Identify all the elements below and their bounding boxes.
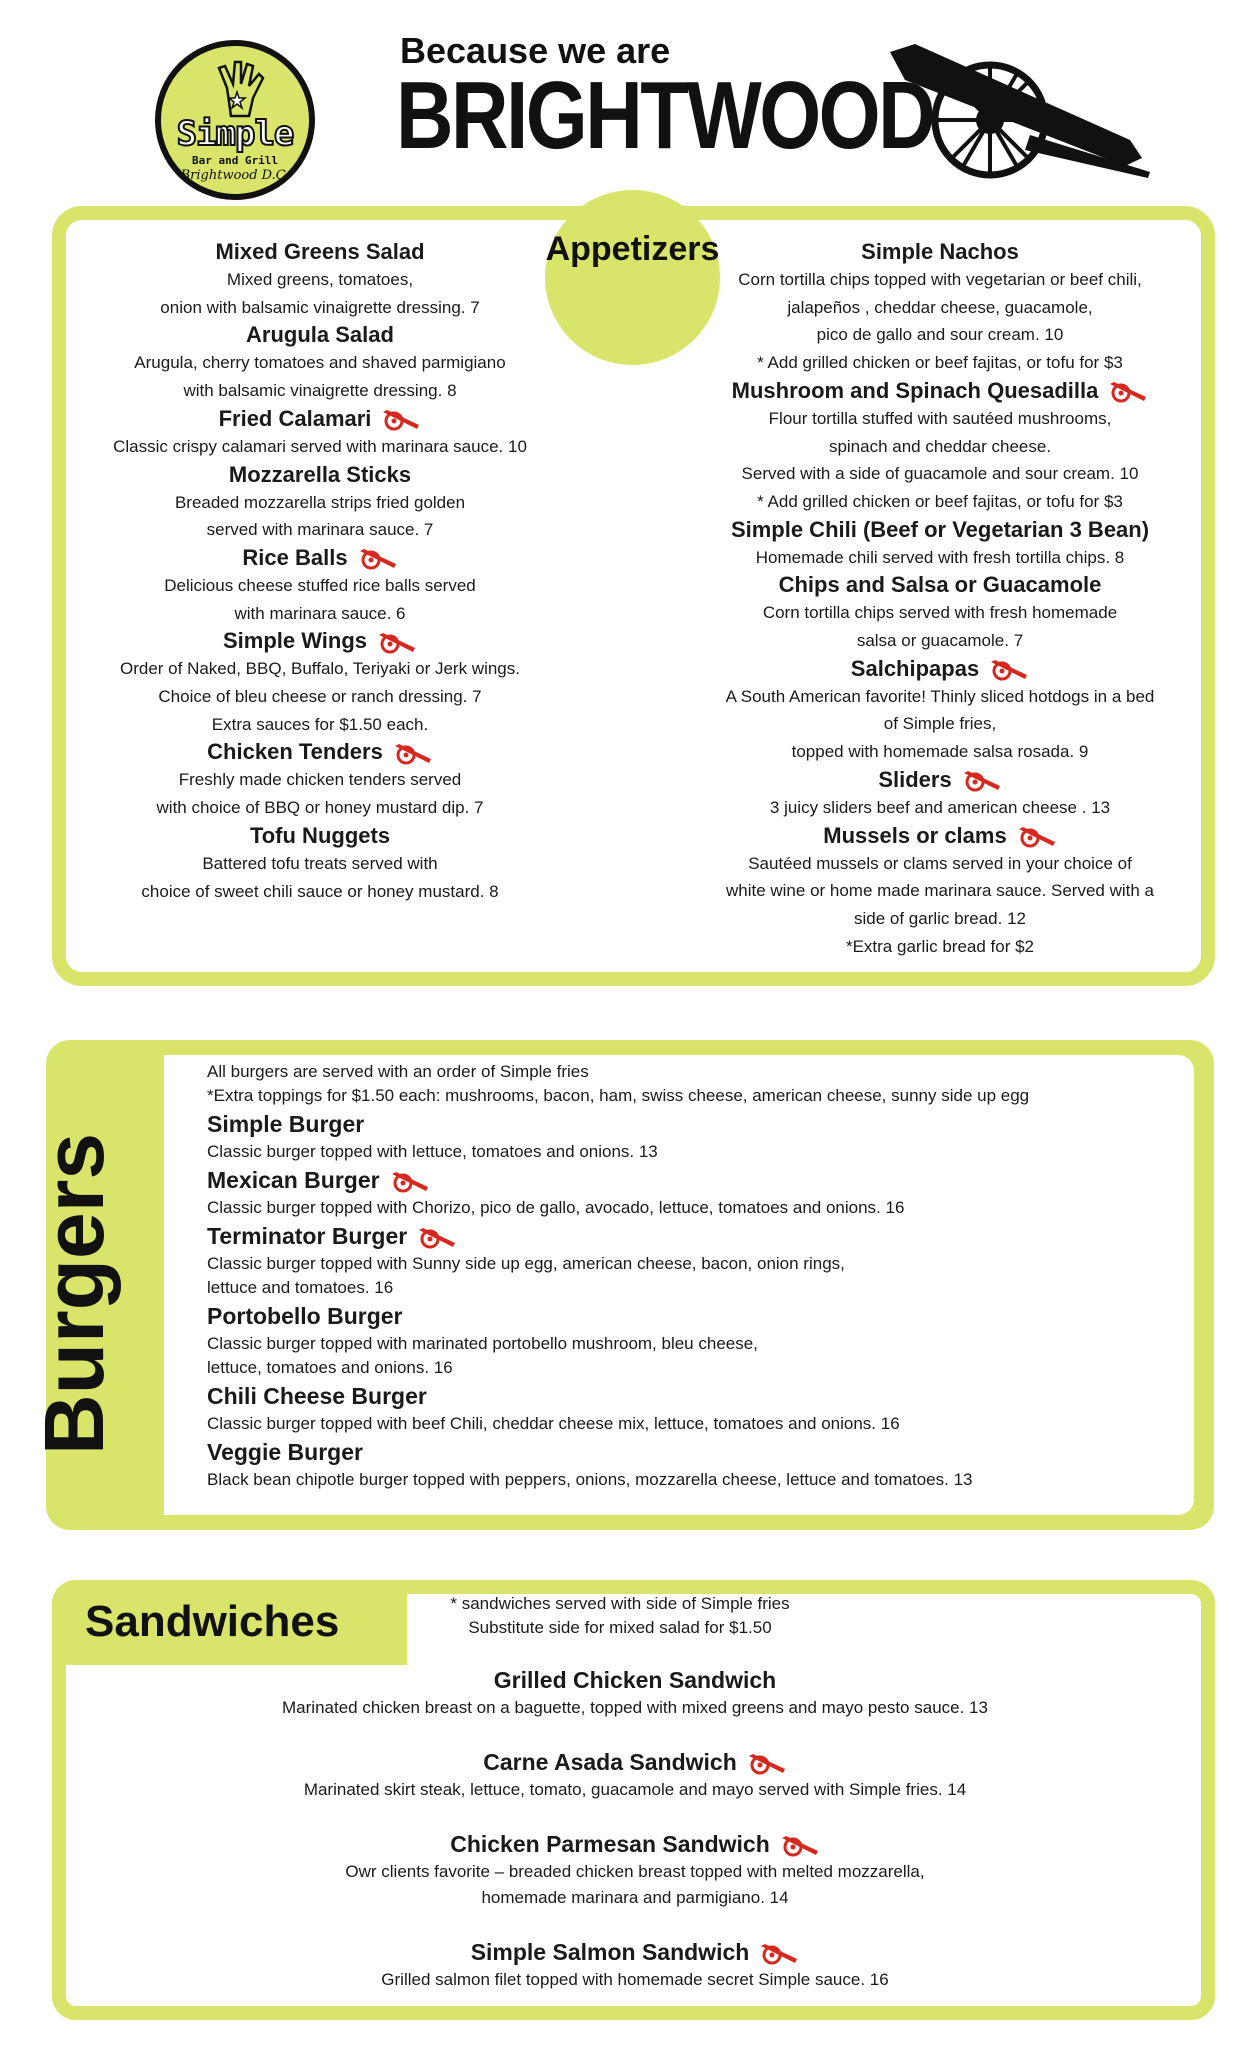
appetizers-right-column xyxy=(705,238,1175,960)
menu-item-name xyxy=(70,1829,1200,1859)
menu-item-description: *Extra garlic bread for $2 xyxy=(845,936,1035,956)
burgers-list xyxy=(207,1060,1197,1492)
menu-item-description: pico de gallo and sour cream. 10 xyxy=(816,325,1064,345)
menu-item xyxy=(85,544,555,627)
burgers-title: Burgers xyxy=(27,1132,121,1455)
menu-item-name xyxy=(85,627,555,655)
ok-hand-icon xyxy=(209,58,269,118)
menu-item-name xyxy=(85,238,555,266)
menu-item-name xyxy=(207,1108,1197,1140)
spicy-cannon-icon xyxy=(780,1835,820,1857)
menu-item-name-text: Simple Salmon Sandwich xyxy=(470,1939,750,1965)
menu-item xyxy=(70,1747,1200,1803)
menu-item-name xyxy=(705,238,1175,266)
menu-item-name xyxy=(705,377,1175,405)
menu-item-name xyxy=(85,461,555,489)
menu-item-description: of Simple fries, xyxy=(883,714,997,734)
spicy-cannon-icon xyxy=(1108,381,1148,403)
sandwiches-notes xyxy=(440,1592,800,1640)
menu-item-name-text: Sliders xyxy=(878,766,952,792)
menu-item-description: Owr clients favorite – breaded chicken breast topped with melted mozzarella, xyxy=(345,1862,925,1881)
menu-item-description: homemade marinara and parmigiano. 14 xyxy=(481,1888,789,1907)
menu-item-description: Classic burger topped with lettuce, tomatoes and onions. 13 xyxy=(207,1142,658,1161)
menu-item-name xyxy=(207,1436,1197,1468)
menu-item-name-text: Veggie Burger xyxy=(207,1439,363,1465)
menu-item xyxy=(207,1436,1197,1492)
menu-item xyxy=(85,738,555,821)
sandwiches-note: * sandwiches served with side of Simple fries xyxy=(450,1594,790,1613)
menu-item xyxy=(705,655,1175,766)
menu-item-name-text: Simple Nachos xyxy=(861,239,1019,264)
tagline-main: BRIGHTWOOD xyxy=(396,62,934,169)
menu-item xyxy=(70,1937,1200,1993)
sandwiches-note: Substitute side for mixed salad for $1.50 xyxy=(468,1618,772,1637)
menu-item-description: Grilled salmon filet topped with homemade secret Simple sauce. 16 xyxy=(381,1970,889,1989)
menu-item-name-text: Simple Wings xyxy=(222,628,368,654)
menu-item-name-text: Simple Burger xyxy=(207,1111,365,1137)
sandwiches-list xyxy=(70,1665,1200,2019)
menu-item-description: 3 juicy sliders beef and american cheese . 13 xyxy=(769,797,1111,817)
menu-item-name-text: Mussels or clams xyxy=(823,822,1007,848)
spicy-cannon-icon xyxy=(1017,826,1057,848)
menu-item-description: with marinara sauce. 6 xyxy=(234,603,406,623)
menu-item-description: Classic burger topped with marinated portobello mushroom, bleu cheese, xyxy=(207,1334,758,1353)
menu-item-name-text: Chicken Tenders xyxy=(207,739,383,765)
menu-item-description: Sautéed mussels or clams served in your choice of xyxy=(748,853,1132,873)
logo-location: Brightwood D.C. xyxy=(180,168,290,183)
menu-item-description: with choice of BBQ or honey mustard dip. 7 xyxy=(156,798,484,818)
menu-item-name xyxy=(85,822,555,850)
menu-item-description: served with marinara sauce. 7 xyxy=(206,520,434,540)
menu-item-description: jalapeños , cheddar cheese, guacamole, xyxy=(787,297,1093,317)
menu-item xyxy=(207,1380,1197,1436)
menu-item-name-text: Chicken Parmesan Sandwich xyxy=(450,1831,770,1857)
menu-item-description: Choice of bleu cheese or ranch dressing. 7 xyxy=(158,687,482,707)
menu-item xyxy=(705,571,1175,654)
menu-item-description: Delicious cheese stuffed rice balls served xyxy=(164,575,476,595)
menu-item-description: Homemade chili served with fresh tortilla chips. 8 xyxy=(755,547,1125,567)
spicy-cannon-icon xyxy=(962,770,1002,792)
menu-item-description: A South American favorite! Thinly sliced hotdogs in a bed xyxy=(725,686,1155,706)
menu-item-name xyxy=(85,738,555,766)
burgers-note: *Extra toppings for $1.50 each: mushrooms, bacon, ham, swiss cheese, american cheese, sunny side up egg xyxy=(207,1086,1030,1105)
menu-item-description: Marinated chicken breast on a baguette, topped with mixed greens and mayo pesto sauce. 13 xyxy=(282,1698,988,1717)
menu-item-name-text: Grilled Chicken Sandwich xyxy=(493,1667,777,1693)
menu-item-description: white wine or home made marinara sauce. Served with a xyxy=(725,881,1155,901)
spicy-cannon-icon xyxy=(358,548,398,570)
menu-item xyxy=(705,238,1175,377)
menu-item-name xyxy=(85,321,555,349)
menu-item-name xyxy=(705,822,1175,850)
menu-item-description: Breaded mozzarella strips fried golden xyxy=(174,492,466,512)
menu-item-description: Classic burger topped with Chorizo, pico de gallo, avocado, lettuce, tomatoes and onions. 16 xyxy=(207,1198,905,1217)
menu-item xyxy=(207,1300,1197,1380)
sandwiches-title: Sandwiches xyxy=(85,1597,340,1646)
appetizers-left-column xyxy=(85,238,555,905)
spicy-cannon-icon xyxy=(393,743,433,765)
spicy-cannon-icon xyxy=(417,1227,457,1249)
tagline-top: Because we are xyxy=(400,30,671,71)
menu-item-description: Mixed greens, tomatoes, xyxy=(226,270,414,289)
menu-item-name-text: Rice Balls xyxy=(242,544,348,570)
menu-item-description: Classic crispy calamari served with marinara sauce. 10 xyxy=(113,436,527,456)
menu-item-description: lettuce, tomatoes and onions. 16 xyxy=(207,1358,453,1377)
menu-item-name xyxy=(85,405,555,433)
menu-item-name xyxy=(705,516,1175,544)
spicy-cannon-icon xyxy=(390,1171,430,1193)
menu-item-name xyxy=(207,1220,1197,1252)
menu-item xyxy=(705,516,1175,572)
menu-item-name-text: Terminator Burger xyxy=(207,1223,408,1249)
menu-item-name xyxy=(705,766,1175,794)
menu-item xyxy=(85,627,555,738)
logo-subtitle: Bar and Grill xyxy=(191,154,279,167)
menu-item-description: Corn tortilla chips topped with vegetarian or beef chili, xyxy=(738,270,1142,289)
menu-item-name xyxy=(70,1665,1200,1695)
menu-item-name xyxy=(207,1164,1197,1196)
spicy-cannon-icon xyxy=(747,1753,787,1775)
menu-item-name xyxy=(85,544,555,572)
menu-item-name-text: Tofu Nuggets xyxy=(249,822,391,848)
spicy-cannon-icon xyxy=(759,1943,799,1965)
spicy-cannon-icon xyxy=(989,659,1029,681)
menu-item-description: Freshly made chicken tenders served xyxy=(178,770,462,790)
menu-item-name-text: Fried Calamari xyxy=(218,405,372,431)
menu-item-name-text: Carne Asada Sandwich xyxy=(483,1749,737,1775)
menu-item xyxy=(85,405,555,461)
menu-item-name-text: Mushroom and Spinach Quesadilla xyxy=(731,377,1099,403)
menu-item-name-text: Chips and Salsa or Guacamole xyxy=(778,572,1102,598)
menu-item-description: topped with homemade salsa rosada. 9 xyxy=(791,742,1089,762)
menu-item-name-text: Mexican Burger xyxy=(207,1167,380,1193)
menu-item-description: Marinated skirt steak, lettuce, tomato, guacamole and mayo served with Simple fries. 14 xyxy=(303,1780,967,1799)
restaurant-logo xyxy=(155,40,315,200)
menu-item xyxy=(70,1665,1200,1721)
menu-item-name xyxy=(70,1747,1200,1777)
menu-item-description: onion with balsamic vinaigrette dressing. 7 xyxy=(160,297,480,317)
menu-item-description: Classic burger topped with beef Chili, cheddar cheese mix, lettuce, tomatoes and onions. 16 xyxy=(207,1414,900,1433)
spicy-cannon-icon xyxy=(377,632,417,654)
menu-item-description: Extra sauces for $1.50 each. xyxy=(211,714,429,734)
menu-item-name-text: Salchipapas xyxy=(850,655,980,681)
menu-item xyxy=(705,822,1175,961)
menu-item-name-text: Mozzarella Sticks xyxy=(228,461,412,487)
menu-item-name xyxy=(705,655,1175,683)
menu-item xyxy=(85,822,555,905)
menu-item-description: Black bean chipotle burger topped with peppers, onions, mozzarella cheese, lettuce and tomatoes. 13 xyxy=(207,1470,973,1489)
menu-item-name-text: Chili Cheese Burger xyxy=(207,1383,427,1409)
menu-item xyxy=(85,321,555,404)
menu-item-description: spinach and cheddar cheese. xyxy=(828,436,1052,456)
logo-word: Simple xyxy=(176,114,294,154)
menu-item-description: * Add grilled chicken or beef fajitas, or tofu for $3 xyxy=(757,491,1123,511)
menu-item xyxy=(85,238,555,321)
menu-item-description: choice of sweet chili sauce or honey mustard. 8 xyxy=(141,881,499,901)
menu-item-name-text: Simple Chili (Beef or Vegetarian 3 Bean) xyxy=(730,516,1150,542)
appetizers-badge xyxy=(545,190,720,365)
menu-item-description: lettuce and tomatoes. 16 xyxy=(207,1278,394,1297)
menu-item-description: Corn tortilla chips served with fresh homemade xyxy=(762,603,1118,623)
menu-item-description: salsa or guacamole. 7 xyxy=(856,631,1024,651)
cannon-icon xyxy=(880,40,1155,180)
menu-item xyxy=(207,1108,1197,1164)
menu-item-name-text: Arugula Salad xyxy=(246,322,394,348)
menu-item-description: Arugula, cherry tomatoes and shaved parmigiano xyxy=(134,353,506,373)
menu-item-description: Flour tortilla stuffed with sautéed mushrooms, xyxy=(768,408,1112,428)
menu-item xyxy=(705,377,1175,516)
menu-item-description: Battered tofu treats served with xyxy=(202,853,438,873)
menu-item-description: * Add grilled chicken or beef fajitas, or tofu for $3 xyxy=(757,353,1123,373)
menu-item-description: side of garlic bread. 12 xyxy=(854,908,1026,928)
menu-item-name xyxy=(207,1300,1197,1332)
menu-item xyxy=(705,766,1175,822)
menu-item-description: Classic burger topped with Sunny side up egg, american cheese, bacon, onion rings, xyxy=(207,1254,845,1273)
menu-item-name xyxy=(207,1380,1197,1412)
appetizers-title: Appetizers xyxy=(545,230,720,268)
menu-item-name xyxy=(70,1937,1200,1967)
menu-item xyxy=(70,1829,1200,1911)
menu-item-name-text: Portobello Burger xyxy=(207,1303,403,1329)
spicy-cannon-icon xyxy=(381,409,421,431)
menu-item xyxy=(207,1220,1197,1300)
menu-item-description: with balsamic vinaigrette dressing. 8 xyxy=(183,381,457,401)
menu-item xyxy=(207,1164,1197,1220)
menu-item-description: Order of Naked, BBQ, Buffalo, Teriyaki or Jerk wings. xyxy=(120,659,520,679)
burgers-note: All burgers are served with an order of Simple fries xyxy=(207,1062,589,1081)
menu-item-name xyxy=(705,571,1175,599)
menu-item-description: Served with a side of guacamole and sour cream. 10 xyxy=(741,464,1139,484)
menu-item-name-text: Mixed Greens Salad xyxy=(215,239,425,264)
menu-item xyxy=(85,461,555,544)
